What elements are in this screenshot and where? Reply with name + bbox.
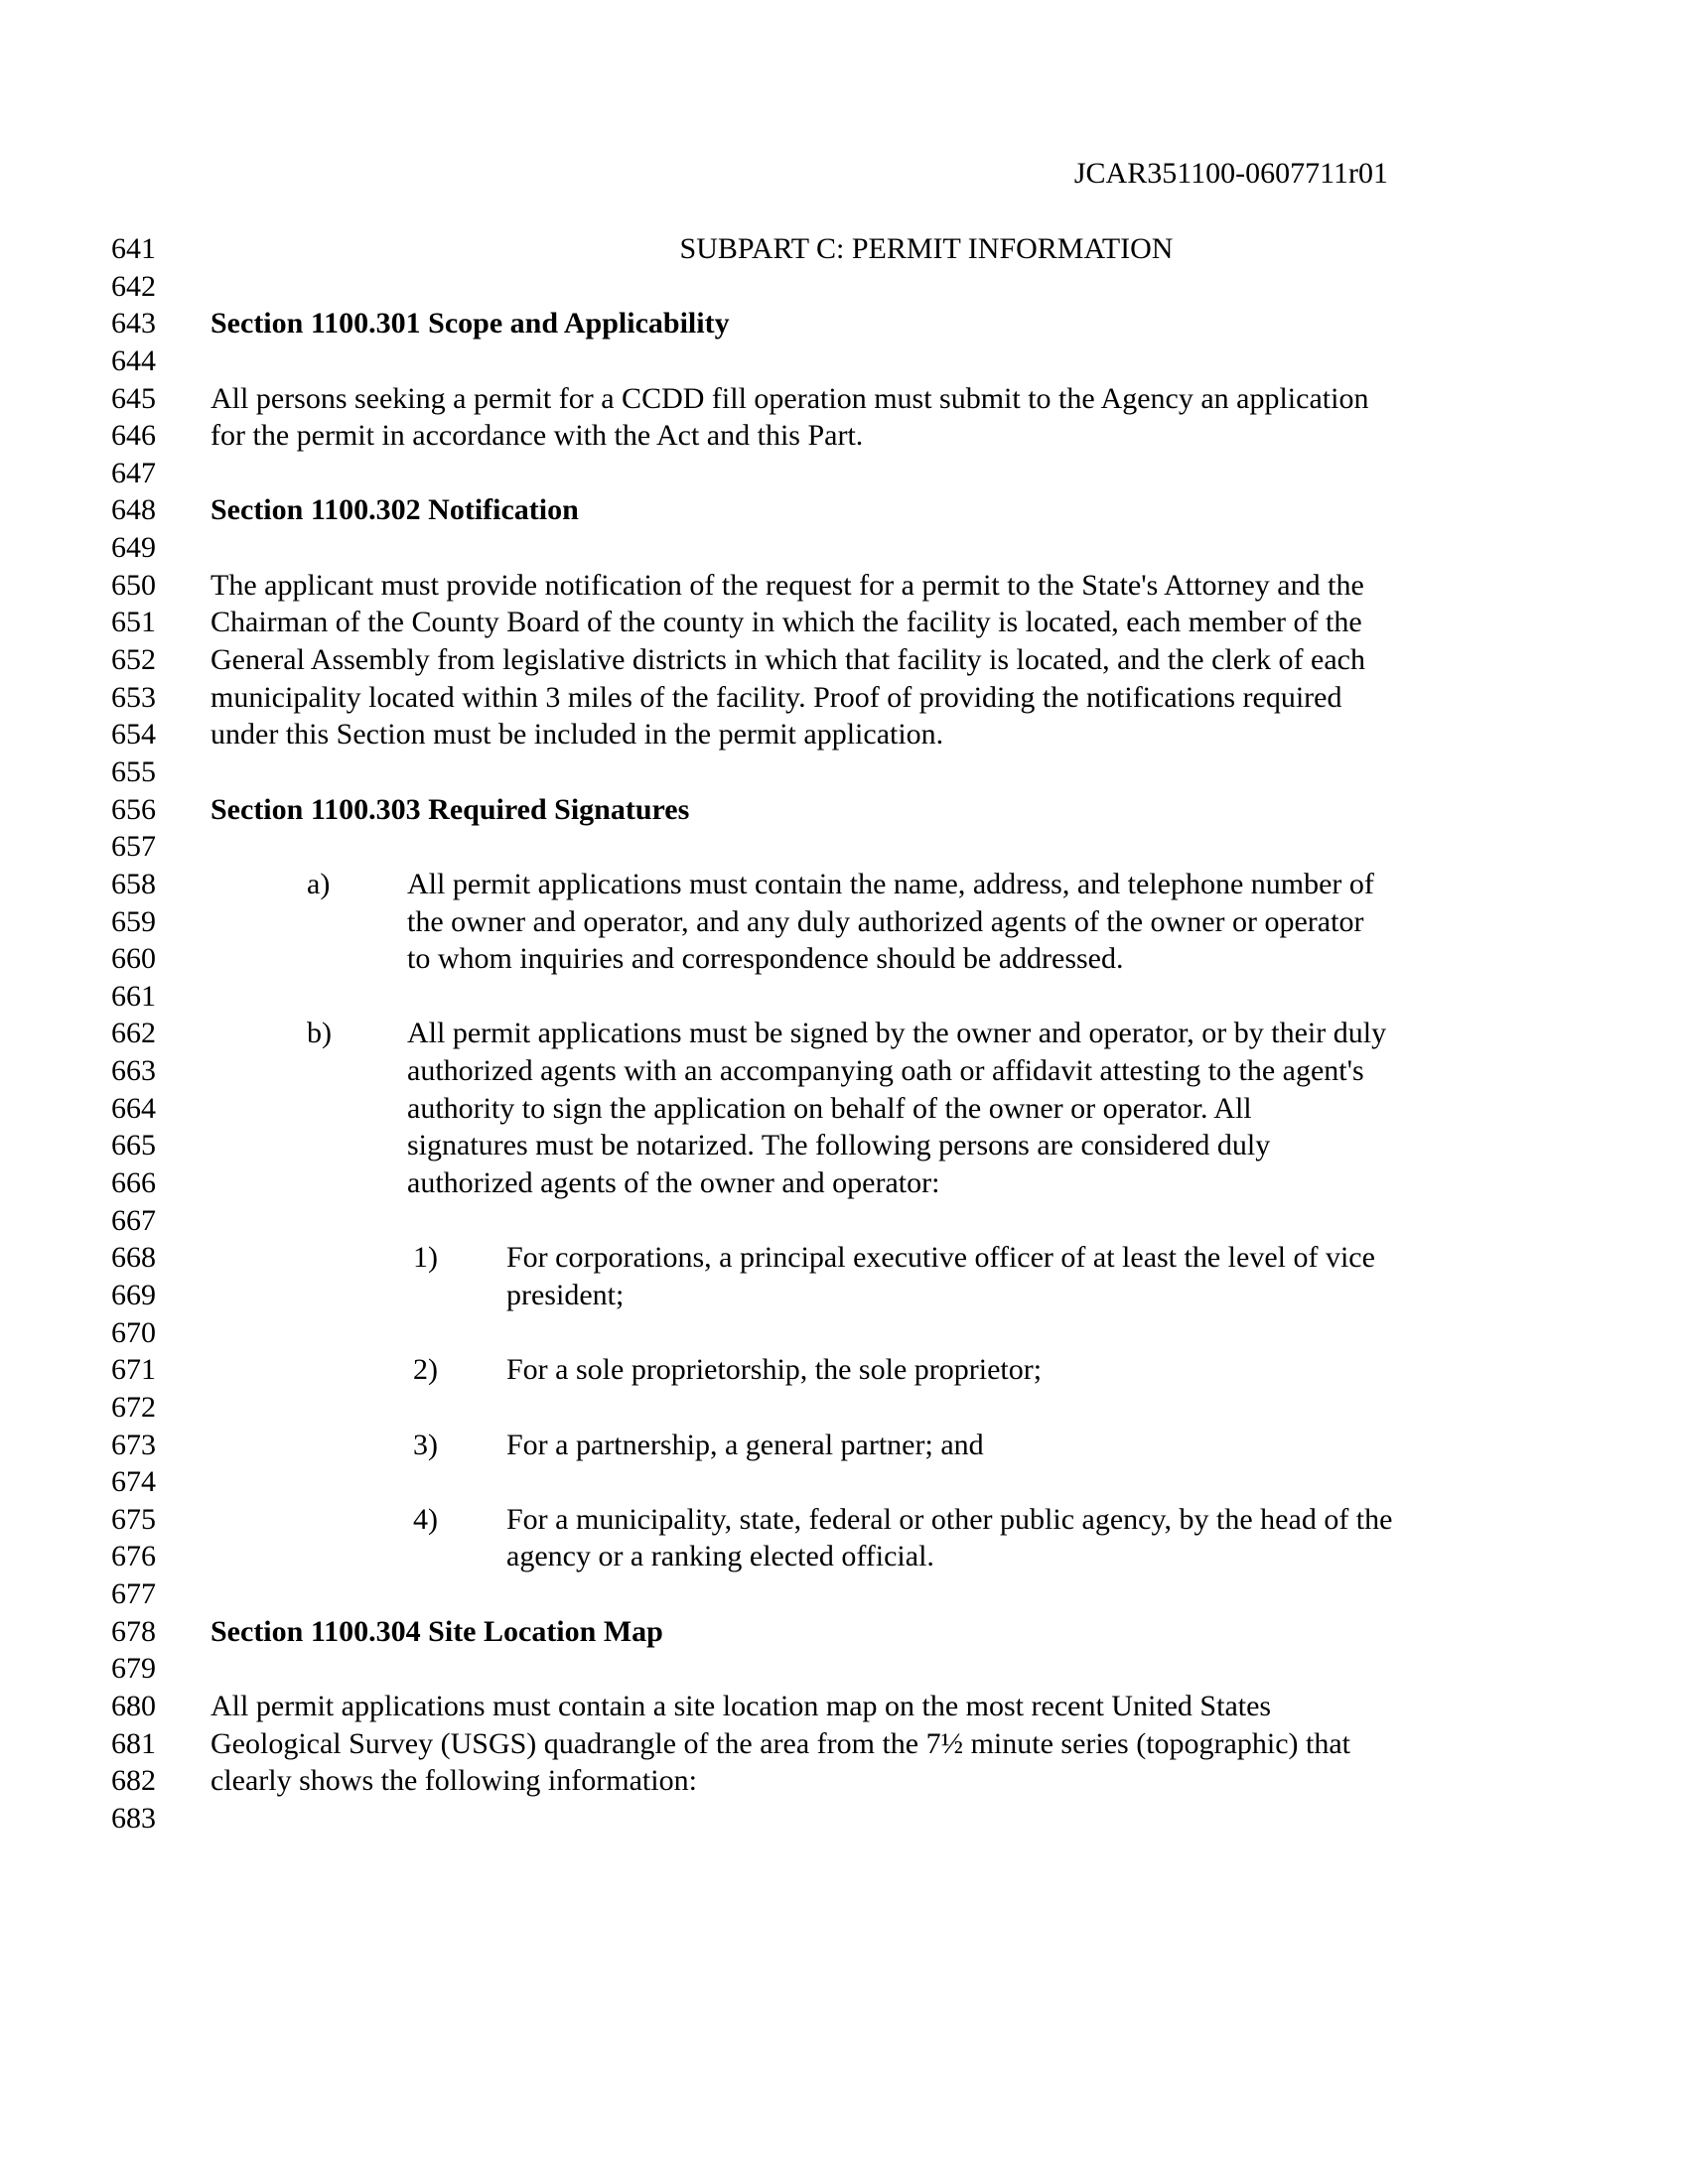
- document-line: [0, 1389, 1684, 1427]
- line-number: 682: [111, 1764, 156, 1798]
- line-number: 657: [111, 830, 156, 864]
- line-number: 680: [111, 1689, 156, 1722]
- document-line: [0, 529, 1684, 567]
- document-line: [0, 230, 1684, 268]
- document-line: [0, 268, 1684, 306]
- line-text: authorized agents of the owner and operator:: [407, 1166, 940, 1200]
- line-number: 648: [111, 493, 156, 527]
- line-number: 677: [111, 1577, 156, 1611]
- line-number: 652: [111, 643, 156, 677]
- document-line: [0, 1575, 1684, 1613]
- list-label: a): [307, 867, 331, 900]
- document-line: [0, 1314, 1684, 1352]
- list-label: 1): [413, 1241, 438, 1275]
- line-text: authorized agents with an accompanying oath or affidavit attesting to the agent's: [407, 1054, 1364, 1088]
- document-line: [0, 1538, 1684, 1575]
- document-line: [0, 903, 1684, 941]
- line-number: 641: [111, 232, 156, 265]
- line-number: 642: [111, 269, 156, 303]
- line-number: 653: [111, 680, 156, 714]
- line-text: municipality located within 3 miles of the facility. Proof of providing the notifications required: [210, 680, 1342, 714]
- heading-text: Section 1100.301 Scope and Applicability: [210, 307, 730, 341]
- document-line: [0, 1688, 1684, 1725]
- line-text: agency or a ranking elected official.: [506, 1540, 934, 1573]
- document-line: [0, 567, 1684, 605]
- document-line: [0, 380, 1684, 418]
- line-number: 675: [111, 1502, 156, 1536]
- line-text: president;: [506, 1278, 625, 1311]
- line-number: 662: [111, 1017, 156, 1050]
- line-text: the owner and operator, and any duly authorized agents of the owner or operator: [407, 904, 1364, 938]
- document-line: [0, 716, 1684, 753]
- line-number: 666: [111, 1166, 156, 1200]
- document-line: [0, 679, 1684, 717]
- line-text: General Assembly from legislative districts in which that facility is located, and the clerk of each: [210, 643, 1365, 677]
- line-text: under this Section must be included in the permit application.: [210, 718, 944, 751]
- line-text: signatures must be notarized. The following persons are considered duly: [407, 1129, 1271, 1162]
- section-heading: [0, 1613, 1684, 1651]
- line-number: 644: [111, 343, 156, 377]
- line-number: 668: [111, 1241, 156, 1275]
- line-text: to whom inquiries and correspondence should be addressed.: [407, 942, 1124, 976]
- document-line: [0, 1650, 1684, 1688]
- document-line: [0, 940, 1684, 978]
- document-line: [0, 342, 1684, 380]
- document-line: [0, 455, 1684, 492]
- document-line: [0, 866, 1684, 903]
- document-line: [0, 1463, 1684, 1501]
- line-number: 679: [111, 1652, 156, 1686]
- line-number: 649: [111, 531, 156, 565]
- document-line: [0, 1164, 1684, 1202]
- section-heading: [0, 305, 1684, 342]
- line-number: 673: [111, 1428, 156, 1461]
- document-line: [0, 1090, 1684, 1128]
- line-number: 664: [111, 1091, 156, 1125]
- document-id: JCAR351100-0607711r01: [1073, 157, 1388, 190]
- section-heading: [0, 491, 1684, 529]
- line-text: All permit applications must contain a site location map on the most recent United States: [210, 1689, 1272, 1722]
- list-label: 2): [413, 1353, 438, 1387]
- line-text: authority to sign the application on behalf of the owner or operator. All: [407, 1091, 1252, 1125]
- document-line: [0, 1052, 1684, 1090]
- document-line: [0, 1015, 1684, 1052]
- line-number: 654: [111, 718, 156, 751]
- document-line: [0, 1127, 1684, 1164]
- line-number: 681: [111, 1726, 156, 1760]
- document-line: [0, 828, 1684, 866]
- heading-text: Section 1100.304 Site Location Map: [210, 1614, 663, 1648]
- line-number: 647: [111, 456, 156, 489]
- line-number: 663: [111, 1054, 156, 1088]
- line-number: 655: [111, 754, 156, 788]
- line-number: 650: [111, 568, 156, 602]
- line-text: The applicant must provide notification of the request for a permit to the State's Attorney and the: [210, 568, 1364, 602]
- document-line: [0, 641, 1684, 679]
- line-number: 651: [111, 606, 156, 639]
- document-line: [0, 1427, 1684, 1464]
- document-line: [0, 1202, 1684, 1240]
- line-text: clearly shows the following information:: [210, 1764, 697, 1798]
- list-label: 3): [413, 1428, 438, 1461]
- line-number: 665: [111, 1129, 156, 1162]
- document-line: [0, 1725, 1684, 1763]
- document-line: [0, 753, 1684, 791]
- line-number: 667: [111, 1203, 156, 1237]
- section-heading: [0, 791, 1684, 829]
- line-number: 659: [111, 904, 156, 938]
- line-number: 676: [111, 1540, 156, 1573]
- numbered-lines: [0, 230, 1684, 1838]
- line-number: 678: [111, 1614, 156, 1648]
- document-line: [0, 1239, 1684, 1277]
- list-label: b): [307, 1017, 332, 1050]
- line-number: 683: [111, 1801, 156, 1835]
- line-text: Chairman of the County Board of the county in which the facility is located, each member of the: [210, 606, 1362, 639]
- line-text: For a municipality, state, federal or other public agency, by the head of the: [506, 1502, 1393, 1536]
- document-line: [0, 1501, 1684, 1539]
- line-number: 669: [111, 1278, 156, 1311]
- line-text: All permit applications must be signed by the owner and operator, or by their duly: [407, 1017, 1387, 1050]
- document-line: [0, 1277, 1684, 1314]
- line-text: All permit applications must contain the name, address, and telephone number of: [407, 867, 1374, 900]
- line-number: 656: [111, 792, 156, 826]
- document-line: [0, 1762, 1684, 1800]
- line-number: 643: [111, 307, 156, 341]
- document-line: [0, 978, 1684, 1016]
- line-number: 660: [111, 942, 156, 976]
- list-label: 4): [413, 1502, 438, 1536]
- line-text: For corporations, a principal executive officer of at least the level of vice: [506, 1241, 1375, 1275]
- line-text: Geological Survey (USGS) quadrangle of the area from the 7½ minute series (topographic) that: [210, 1726, 1350, 1760]
- document-line: [0, 1800, 1684, 1838]
- heading-text: Section 1100.302 Notification: [210, 493, 579, 527]
- line-number: 670: [111, 1315, 156, 1349]
- line-number: 646: [111, 419, 156, 453]
- line-text: All persons seeking a permit for a CCDD fill operation must submit to the Agency an application: [210, 381, 1369, 415]
- document-line: [0, 417, 1684, 455]
- subpart-title: SUBPART C: PERMIT INFORMATION: [679, 232, 1174, 265]
- document-line: [0, 604, 1684, 641]
- line-number: 672: [111, 1390, 156, 1424]
- heading-text: Section 1100.303 Required Signatures: [210, 792, 690, 826]
- line-number: 645: [111, 381, 156, 415]
- line-number: 674: [111, 1465, 156, 1499]
- line-text: For a sole proprietorship, the sole proprietor;: [506, 1353, 1043, 1387]
- line-number: 671: [111, 1353, 156, 1387]
- line-text: for the permit in accordance with the Act and this Part.: [210, 419, 864, 453]
- document-line: [0, 1351, 1684, 1389]
- line-text: For a partnership, a general partner; and: [506, 1428, 984, 1461]
- line-number: 661: [111, 979, 156, 1013]
- line-number: 658: [111, 867, 156, 900]
